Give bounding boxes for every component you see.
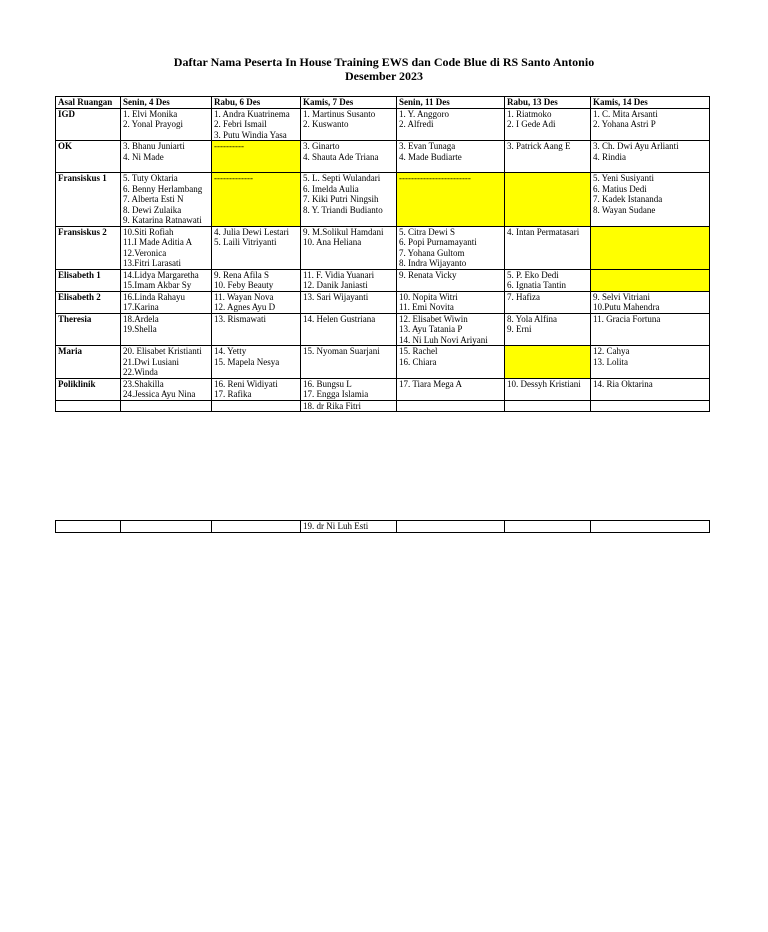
participant-name: 5. Tuty Oktaria (123, 173, 178, 183)
table-row (56, 521, 710, 533)
participant-name: 13.Fitri Larasati (123, 258, 181, 268)
participant-name: 15. Rachel (399, 346, 438, 356)
participant-cell (301, 521, 397, 533)
participant-cell (505, 378, 591, 400)
table-row (56, 313, 710, 346)
participant-name: 10.Siti Rofiah (123, 226, 174, 237)
participant-cell (212, 141, 301, 173)
participant-cell (505, 521, 591, 533)
participant-cell (212, 313, 301, 346)
participant-cell (121, 291, 212, 313)
participant-name: 9. M.Solikul Hamdani (303, 226, 384, 237)
participant-name: 2. Alfredi (399, 119, 434, 129)
participant-name: 8. Wayan Sudane (593, 204, 656, 215)
participant-name: 3. Patrick Aang E (507, 141, 571, 151)
table-row (56, 141, 710, 173)
participant-name: 12. Cahya (593, 346, 630, 356)
participant-name: 6. Benny Herlambang (123, 183, 203, 194)
participant-name: 9. Katarina Ratnawati (123, 215, 202, 225)
participant-cell (301, 346, 397, 379)
participant-cell (397, 141, 505, 173)
participant-name: 15.Imam Akbar Sy (123, 280, 192, 290)
column-header-day: Kamis, 14 Des (591, 97, 710, 109)
column-header-day: Senin, 11 Des (397, 97, 505, 109)
participant-cell (591, 108, 710, 141)
participant-cell (591, 313, 710, 346)
participant-name: ------------- (214, 173, 253, 183)
participant-name: 7. Kadek Istananda (593, 194, 663, 204)
participant-cell (121, 521, 212, 533)
participant-name: 14. Yetty (214, 346, 247, 356)
participant-cell (591, 141, 710, 173)
participant-name: 2. I Gede Adi (507, 119, 556, 129)
room-name-cell: Elisabeth 1 (56, 269, 121, 291)
participant-name: 2. Yohana Astri P (593, 119, 656, 129)
participant-name: 11. Wayan Nova (214, 291, 274, 302)
participant-name: 24.Jessica Ayu Nina (123, 389, 196, 399)
participant-name: 3. Bhanu Juniarti (123, 141, 185, 151)
participant-cell (505, 226, 591, 269)
participant-cell (505, 346, 591, 379)
participant-name: 7. Kiki Putri Ningsih (303, 194, 379, 204)
participant-cell (397, 173, 505, 227)
participant-cell (591, 400, 710, 412)
column-header-day: Kamis, 7 Des (301, 97, 397, 109)
participant-cell (212, 521, 301, 533)
participant-name: 1. Andra Kuatrinema (214, 108, 290, 119)
participant-name: 18. dr Rika Fitri (303, 400, 361, 411)
participant-name: 12. Elisabet Wiwin (399, 313, 468, 324)
participant-name: 5. P. Eko Dedi (507, 269, 559, 280)
column-header-day: Senin, 4 Des (121, 97, 212, 109)
participant-name: 15. Mapela Nesya (214, 356, 280, 367)
participant-cell (397, 269, 505, 291)
table-row (56, 108, 710, 141)
participant-name: 7. Hafiza (507, 291, 540, 302)
participant-cell (505, 400, 591, 412)
table-row (56, 226, 710, 269)
participant-cell (301, 378, 397, 400)
participant-name: 15. Nyoman Suarjani (303, 346, 380, 356)
participant-name: 21.Dwi Lusiani (123, 356, 179, 367)
participant-name: 13. Lolita (593, 356, 628, 367)
participant-cell (591, 291, 710, 313)
participant-cell (301, 291, 397, 313)
participant-name: 5. Yeni Susiyanti (593, 173, 655, 183)
room-name-cell: Fransiskus 2 (56, 226, 121, 269)
participant-name: 7. Yohana Gultom (399, 247, 465, 258)
participant-name: 6. Ignatia Tantin (507, 280, 566, 290)
participant-name: 18.Ardela (123, 313, 159, 324)
participant-cell (121, 108, 212, 141)
table-row (56, 378, 710, 400)
participant-name: 4. Rindia (593, 151, 626, 162)
participant-name: 8. Indra Wijayanto (399, 258, 467, 268)
participant-name: 10.Putu Mahendra (593, 302, 660, 312)
table-row (56, 400, 710, 412)
table-row (56, 269, 710, 291)
participant-name: 9. Renata Vicky (399, 269, 457, 280)
participant-name: 2. Febri Ismail (214, 119, 267, 129)
participant-cell (212, 346, 301, 379)
participant-name: 14.Lidya Margaretha (123, 269, 199, 280)
participant-name: 22.Winda (123, 367, 158, 377)
participant-name: 2. Kuswanto (303, 119, 349, 129)
participant-cell (397, 108, 505, 141)
participant-cell (121, 226, 212, 269)
participant-name: 9. Rena Afila S (214, 269, 269, 280)
participant-cell (301, 108, 397, 141)
participant-cell (301, 400, 397, 412)
participant-name: 1. C. Mita Arsanti (593, 108, 658, 119)
participant-cell (505, 141, 591, 173)
participant-cell (212, 291, 301, 313)
table-row (56, 291, 710, 313)
participant-cell (212, 173, 301, 227)
participant-cell (121, 269, 212, 291)
room-name-cell: Fransiskus 1 (56, 173, 121, 227)
participant-name: 4. Intan Permatasari (507, 226, 580, 237)
room-name-cell: OK (56, 141, 121, 173)
participant-cell (212, 400, 301, 412)
participant-name: 8. Yola Alfina (507, 313, 558, 324)
participant-name: ------------------------ (399, 173, 471, 183)
participant-cell (591, 378, 710, 400)
participant-name: 19.Shella (123, 324, 157, 334)
participant-name: 10. Dessyh Kristiani (507, 378, 581, 389)
participant-cell (212, 378, 301, 400)
participant-cell (397, 346, 505, 379)
participant-name: 4. Shauta Ade Triana (303, 151, 379, 162)
participant-name: 11. Gracia Fortuna (593, 313, 661, 324)
participant-name: 1. Martinus Susanto (303, 108, 376, 119)
participant-name: 9. Selvi Vitriani (593, 291, 651, 302)
participant-name: 11. F. Vidia Yuanari (303, 269, 375, 280)
participant-name: 12. Danik Janiasti (303, 280, 368, 290)
participant-name: 7. Alberta Esti N (123, 194, 184, 204)
participant-name: 16.Linda Rahayu (123, 291, 185, 302)
room-name-cell: Theresia (56, 313, 121, 346)
participant-name: 5. Laili Vitriyanti (214, 237, 277, 247)
participant-name: 4. Made Budiarte (399, 151, 462, 162)
room-name-cell (56, 400, 121, 412)
participant-name: 1. Y. Anggoro (399, 108, 450, 119)
participant-cell (591, 346, 710, 379)
participant-name: 14. Helen Gustriana (303, 313, 376, 324)
participant-name: 13. Ayu Tatania P (399, 324, 463, 334)
participant-cell (591, 521, 710, 533)
participant-cell (505, 173, 591, 227)
participant-name: 9. Erni (507, 324, 532, 334)
participant-name: 5. Citra Dewi S (399, 226, 455, 237)
participant-cell (397, 521, 505, 533)
participant-name: 3. Ginarto (303, 141, 340, 151)
participant-name: 16. Reni Widiyati (214, 378, 278, 389)
participant-cell (505, 108, 591, 141)
participant-name: ---------- (214, 141, 244, 151)
participant-name: 12.Veronica (123, 247, 167, 258)
participant-name: 6. Matius Dedi (593, 183, 647, 194)
participant-name: 3. Putu Windia Yasa (214, 129, 287, 140)
participant-name: 5. L. Septi Wulandari (303, 173, 381, 183)
participant-cell (301, 173, 397, 227)
participant-name: 4. Julia Dewi Lestari (214, 226, 289, 237)
participant-cell (121, 141, 212, 173)
participant-cell (121, 346, 212, 379)
participant-name: 11.I Made Aditia A (123, 237, 193, 247)
participant-name: 14. Ria Oktarina (593, 378, 653, 389)
column-header-day: Rabu, 13 Des (505, 97, 591, 109)
participant-name: 17. Rafika (214, 389, 252, 399)
column-header-room: Asal Ruangan (56, 97, 121, 109)
participant-cell (591, 173, 710, 227)
participant-name: 3. Evan Tunaga (399, 141, 456, 151)
participant-table (55, 96, 710, 412)
participant-name: 1. Riatmoko (507, 108, 552, 119)
participant-cell (397, 291, 505, 313)
participant-name: 17. Engga Islamia (303, 389, 369, 399)
participant-name: 11. Emi Novita (399, 302, 454, 312)
participant-cell (505, 291, 591, 313)
participant-name: 10. Nopita Witri (399, 291, 458, 302)
participant-name: 6. Imelda Aulia (303, 183, 359, 194)
room-name-cell: Maria (56, 346, 121, 379)
participant-cell (212, 269, 301, 291)
continuation-table (55, 520, 710, 533)
participant-cell (121, 400, 212, 412)
document-title: Daftar Nama Peserta In House Training EWS dan Code Blue di RS Santo Antonio (173, 55, 595, 69)
participant-name: 17. Tiara Mega A (399, 378, 462, 389)
participant-name: 13. Rismawati (214, 313, 266, 324)
participant-cell (505, 313, 591, 346)
participant-cell (212, 108, 301, 141)
room-name-cell: Elisabeth 2 (56, 291, 121, 313)
participant-cell (397, 313, 505, 346)
participant-name: 1. Elvi Monika (123, 108, 178, 119)
participant-name: 19. dr Ni Luh Esti (303, 521, 369, 531)
participant-cell (212, 226, 301, 269)
participant-name: 16. Chiara (399, 356, 437, 367)
participant-name: 8. Dewi Zulaika (123, 204, 182, 215)
table-header-row (56, 97, 710, 109)
participant-name: 20. Elisabet Kristianti (123, 346, 202, 356)
participant-name: 10. Ana Heliana (303, 237, 362, 247)
participant-cell (301, 313, 397, 346)
participant-cell (397, 378, 505, 400)
participant-name: 14. Ni Luh Novi Ariyani (399, 334, 488, 345)
participant-name: 17.Karina (123, 302, 159, 312)
participant-cell (397, 226, 505, 269)
participant-cell (301, 226, 397, 269)
column-header-day: Rabu, 6 Des (212, 97, 301, 109)
participant-cell (397, 400, 505, 412)
participant-name: 13. Sari Wijayanti (303, 291, 369, 302)
participant-cell (591, 269, 710, 291)
document-subtitle-date: Desember 2023 (344, 69, 424, 83)
participant-cell (505, 269, 591, 291)
participant-cell (301, 141, 397, 173)
participant-name: 10. Feby Beauty (214, 280, 274, 290)
participant-cell (121, 313, 212, 346)
table-row (56, 346, 710, 379)
participant-name: 2. Yonal Prayogi (123, 119, 184, 129)
table-row (56, 173, 710, 227)
participant-cell (121, 378, 212, 400)
room-name-cell: IGD (56, 108, 121, 141)
room-name-cell (56, 521, 121, 533)
participant-name: 6. Popi Purnamayanti (399, 237, 477, 247)
participant-name: 23.Shakilla (123, 378, 164, 389)
participant-cell (591, 226, 710, 269)
participant-name: 4. Ni Made (123, 151, 164, 162)
participant-name: 12. Agnes Ayu D (214, 302, 276, 312)
participant-cell (301, 269, 397, 291)
participant-name: 3. Ch. Dwi Ayu Arlianti (593, 141, 679, 151)
room-name-cell: Poliklinik (56, 378, 121, 400)
participant-name: 16. Bungsu L (303, 378, 352, 389)
participant-name: 8. Y. Triandi Budianto (303, 204, 383, 215)
participant-cell (121, 173, 212, 227)
